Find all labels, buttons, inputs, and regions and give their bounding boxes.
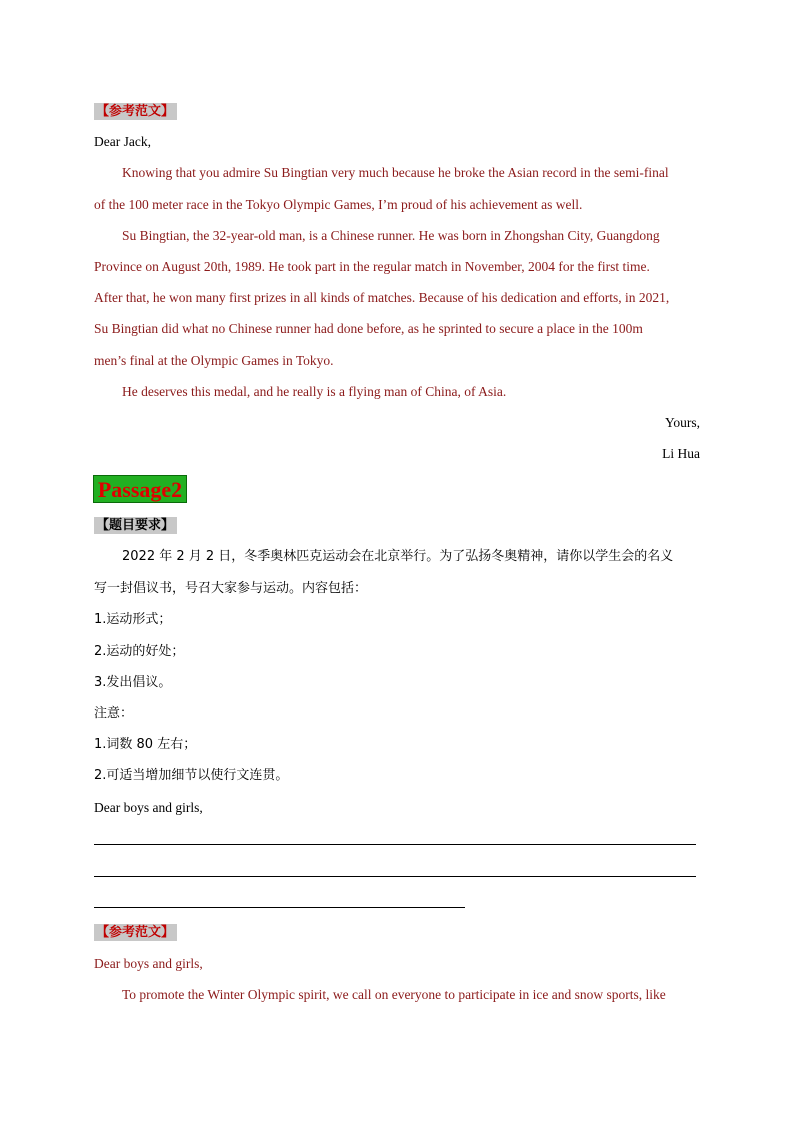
sample-salutation: Dear boys and girls, <box>94 956 203 971</box>
writing-line-2 <box>94 876 696 877</box>
reference-sample-tag <box>94 103 177 120</box>
task-line-2: 写一封倡议书，号召大家参与运动。内容包括： <box>94 581 368 596</box>
task-note-2: 2.可适当增加细节以使行文连贯。 <box>94 768 289 783</box>
letter-line-7: men’s final at the Olympic Games in Tokyo. <box>94 353 334 368</box>
letter-line-6: Su Bingtian did what no Chinese runner had done before, as he sprinted to secure a place in the 100m <box>94 321 643 336</box>
task-note-1: 1.词数 80 左右； <box>94 737 197 752</box>
tag-label: 【参考范文】 <box>94 103 177 120</box>
writing-line-1 <box>94 844 696 845</box>
task-item-3: 3.发出倡议。 <box>94 675 172 690</box>
passage-title-box <box>93 475 187 503</box>
sample-tag <box>94 924 177 941</box>
letter-salutation: Dear Jack, <box>94 134 151 149</box>
letter-line-8: He deserves this medal, and he really is a flying man of China, of Asia. <box>122 384 507 399</box>
writing-line-3 <box>94 907 465 908</box>
prompt-salutation: Dear boys and girls, <box>94 800 203 815</box>
letter-line-2: of the 100 meter race in the Tokyo Olympic Games, I’m proud of his achievement as well. <box>94 197 583 212</box>
task-requirements-tag <box>94 517 177 534</box>
letter-line-5: After that, he won many first prizes in all kinds of matches. Because of his dedication and efforts, in 2021, <box>94 290 670 305</box>
task-note-heading: 注意： <box>94 706 134 721</box>
letter-signature: Li Hua <box>662 446 700 461</box>
task-line-1: 2022 年 2 月 2 日，冬季奥林匹克运动会在北京举行。为了弘扬冬奥精神，请你以学生会的名义 <box>122 549 674 564</box>
letter-line-3: Su Bingtian, the 32-year-old man, is a Chinese runner. He was born in Zhongshan City, Guangdong <box>122 228 660 243</box>
task-item-1: 1.运动形式； <box>94 612 172 627</box>
letter-line-1: Knowing that you admire Su Bingtian very much because he broke the Asian record in the semi-final <box>122 165 669 180</box>
tag-label: 【参考范文】 <box>94 924 177 941</box>
tag-label: 【题目要求】 <box>94 517 177 534</box>
letter-line-4: Province on August 20th, 1989. He took part in the regular match in November, 2004 for the first time. <box>94 259 650 274</box>
sample-line-1: To promote the Winter Olympic spirit, we call on everyone to participate in ice and snow sports, like <box>122 987 666 1002</box>
passage-title: Passage2 <box>97 477 183 502</box>
letter-closing: Yours, <box>664 415 700 430</box>
task-item-2: 2.运动的好处； <box>94 644 185 659</box>
